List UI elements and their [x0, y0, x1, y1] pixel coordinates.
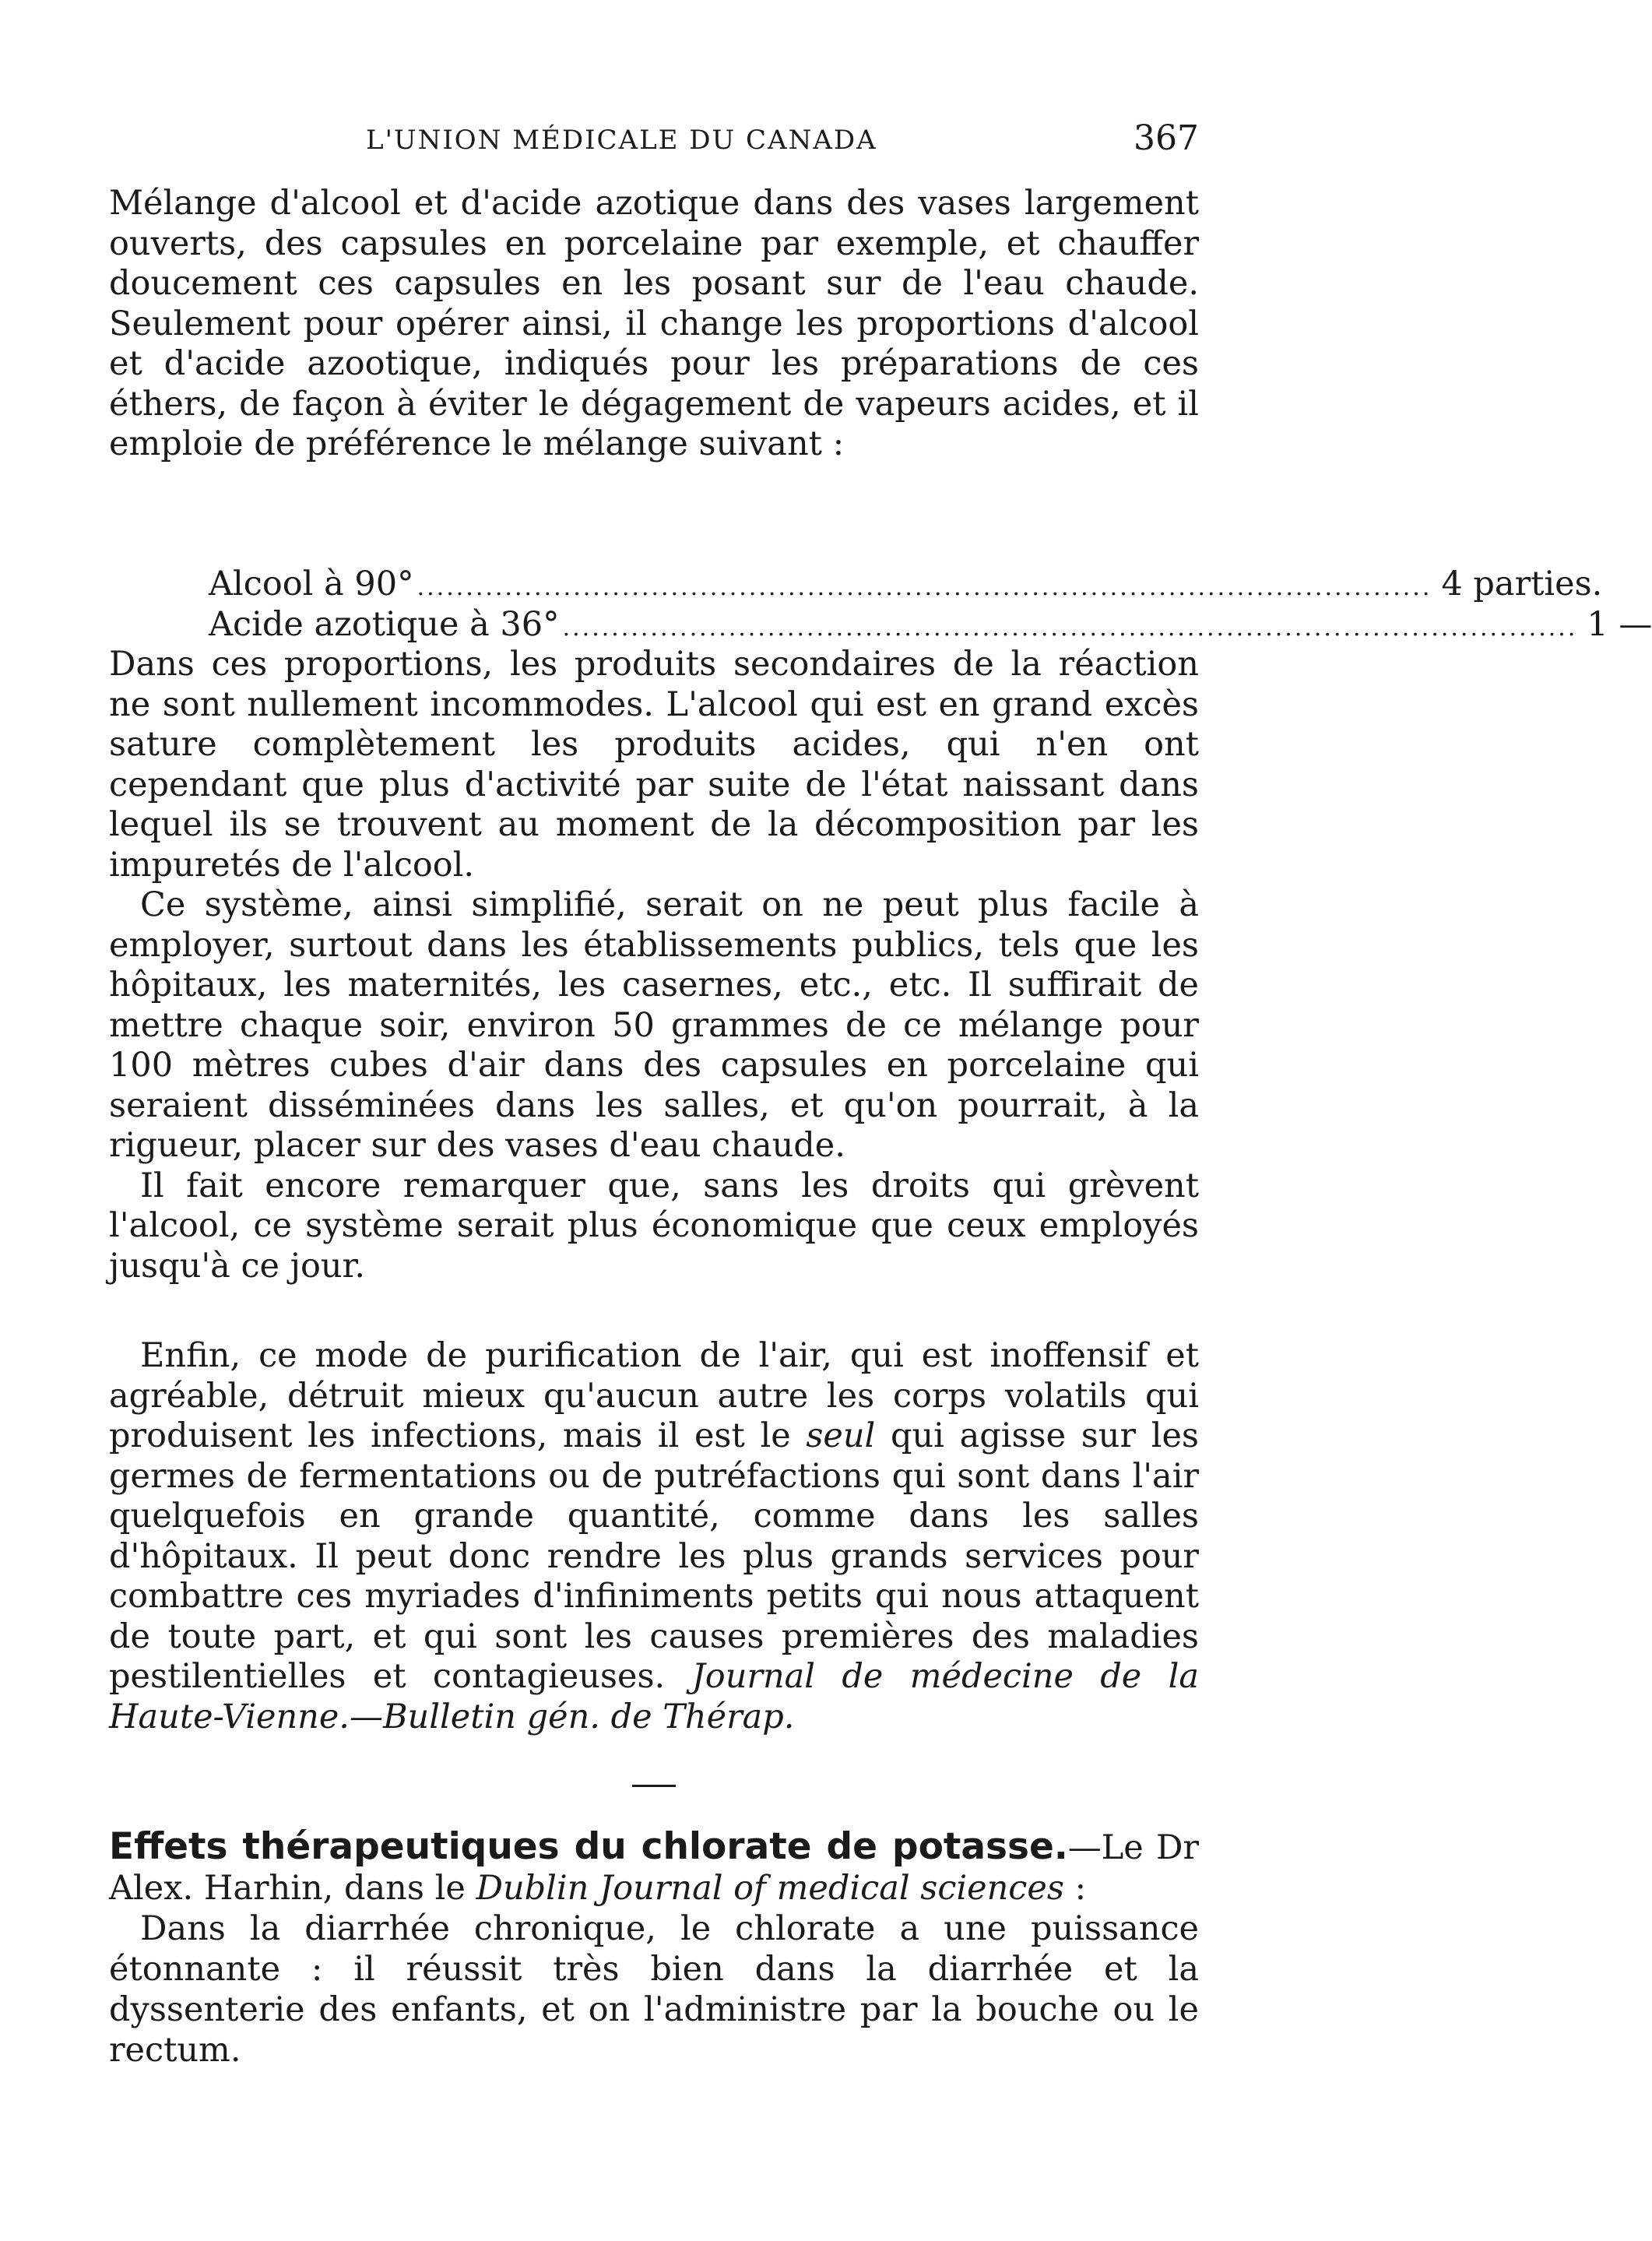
formula-ingredient: Acide azotique à 36° [209, 605, 560, 644]
section-separator [632, 1785, 676, 1787]
dot-leader: ........................................................................................................ [562, 614, 1578, 642]
paragraph: Dans ces proportions, les produits secondaires de la réaction ne sont nullement incommodes. L'alcool qui est en grand excès sature complètement les produits acides, qui n'en ont cependant que plus d'activité par suite de l'état naissant dans lequel ils se trouvent au moment de la décomposition par les impuretés de l'alcool. [109, 645, 1199, 885]
opening-paragraph-block [109, 184, 1199, 465]
formula-quantity: 1 — [1587, 605, 1652, 644]
page-number: 367 [1134, 118, 1199, 158]
article-body: Dans la diarrhée chronique, le chlorate a une puissance étonnante : il réussit très bien dans la diarrhée et la dyssenterie des enfants, et on l'administre par la bouche ou le rectum. [109, 1909, 1199, 2070]
article-byline: —Le Dr Alex. Harhin, dans le [109, 1828, 1200, 1908]
paragraph-text: Enfin, ce mode de purification de l'air, qui est inoffensif et agréable, détruit mieux qu'aucun autre les corps volatils qui produisent les infections, mais il est le [109, 1336, 1199, 1455]
article-heading [109, 1827, 1199, 1909]
running-head [109, 118, 1199, 165]
emphasis-word: seul [806, 1416, 876, 1455]
paragraph [109, 1336, 1199, 1737]
closing-paragraph-block [109, 1336, 1199, 1737]
dot-leader: ........................................................................................................ [417, 574, 1432, 601]
paragraph: Mélange d'alcool et d'acide azotique dans des vases largement ouverts, des capsules en porcelaine par exemple, et chauffer doucement ces capsules en les posant sur de l'eau chaude. Seulement pour opérer ainsi, il change les proportions d'alcool et d'acide azootique, indiqués pour les préparations de ces éthers, de façon à éviter le dégagement de vapeurs acides, et il emploie de préférence le mélange suivant : [109, 184, 1199, 463]
formula-quantity: 4 parties. [1441, 565, 1603, 603]
article-title: Effets thérapeutiques du chlorate de potasse. [109, 1825, 1068, 1868]
formula-row-nitric-acid [209, 604, 1652, 645]
formula-row-alcohol [209, 564, 1603, 604]
article-byline-end: : [1063, 1869, 1087, 1908]
article-chlorate [109, 1827, 1199, 2070]
journal-name: Dublin Journal of medical sciences [476, 1869, 1064, 1908]
paragraph: Ce système, ainsi simplifié, serait on ne peut plus facile à employer, surtout dans les établissements publics, tels que les hôpitaux, les maternités, les casernes, etc., etc. Il suffirait de mettre chaque soir, environ 50 grammes de ce mélange pour 100 mètres cubes d'air dans des capsules en porcelaine qui seraient disséminées dans les salles, et qu'on pourrait, à la rigueur, placer sur des vases d'eau chaude. [109, 885, 1199, 1165]
mixture-formula [209, 564, 1652, 645]
formula-ingredient: Alcool à 90° [209, 565, 414, 603]
citation: Journal de médecine de la Haute-Vienne.—Bulletin gén. de Thérap. [109, 1657, 1200, 1736]
paragraph: Il fait encore remarquer que, sans les droits qui grèvent l'alcool, ce système serait plus économique que ceux employés jusqu'à ce jour. [109, 1166, 1199, 1286]
paragraph-text: qui agisse sur les germes de fermentations ou de putréfactions qui sont dans l'air quelquefois en grande quantité, comme dans les salles d'hôpitaux. Il peut donc rendre les plus grands services pour combattre ces myriades d'infiniments petits qui nous attaquent de toute part, et qui sont les causes premières des maladies pestilentielles et contagieuses. [109, 1416, 1199, 1696]
middle-paragraph-block [109, 645, 1199, 1286]
running-title: L'UNION MÉDICALE DU CANADA [366, 125, 877, 156]
